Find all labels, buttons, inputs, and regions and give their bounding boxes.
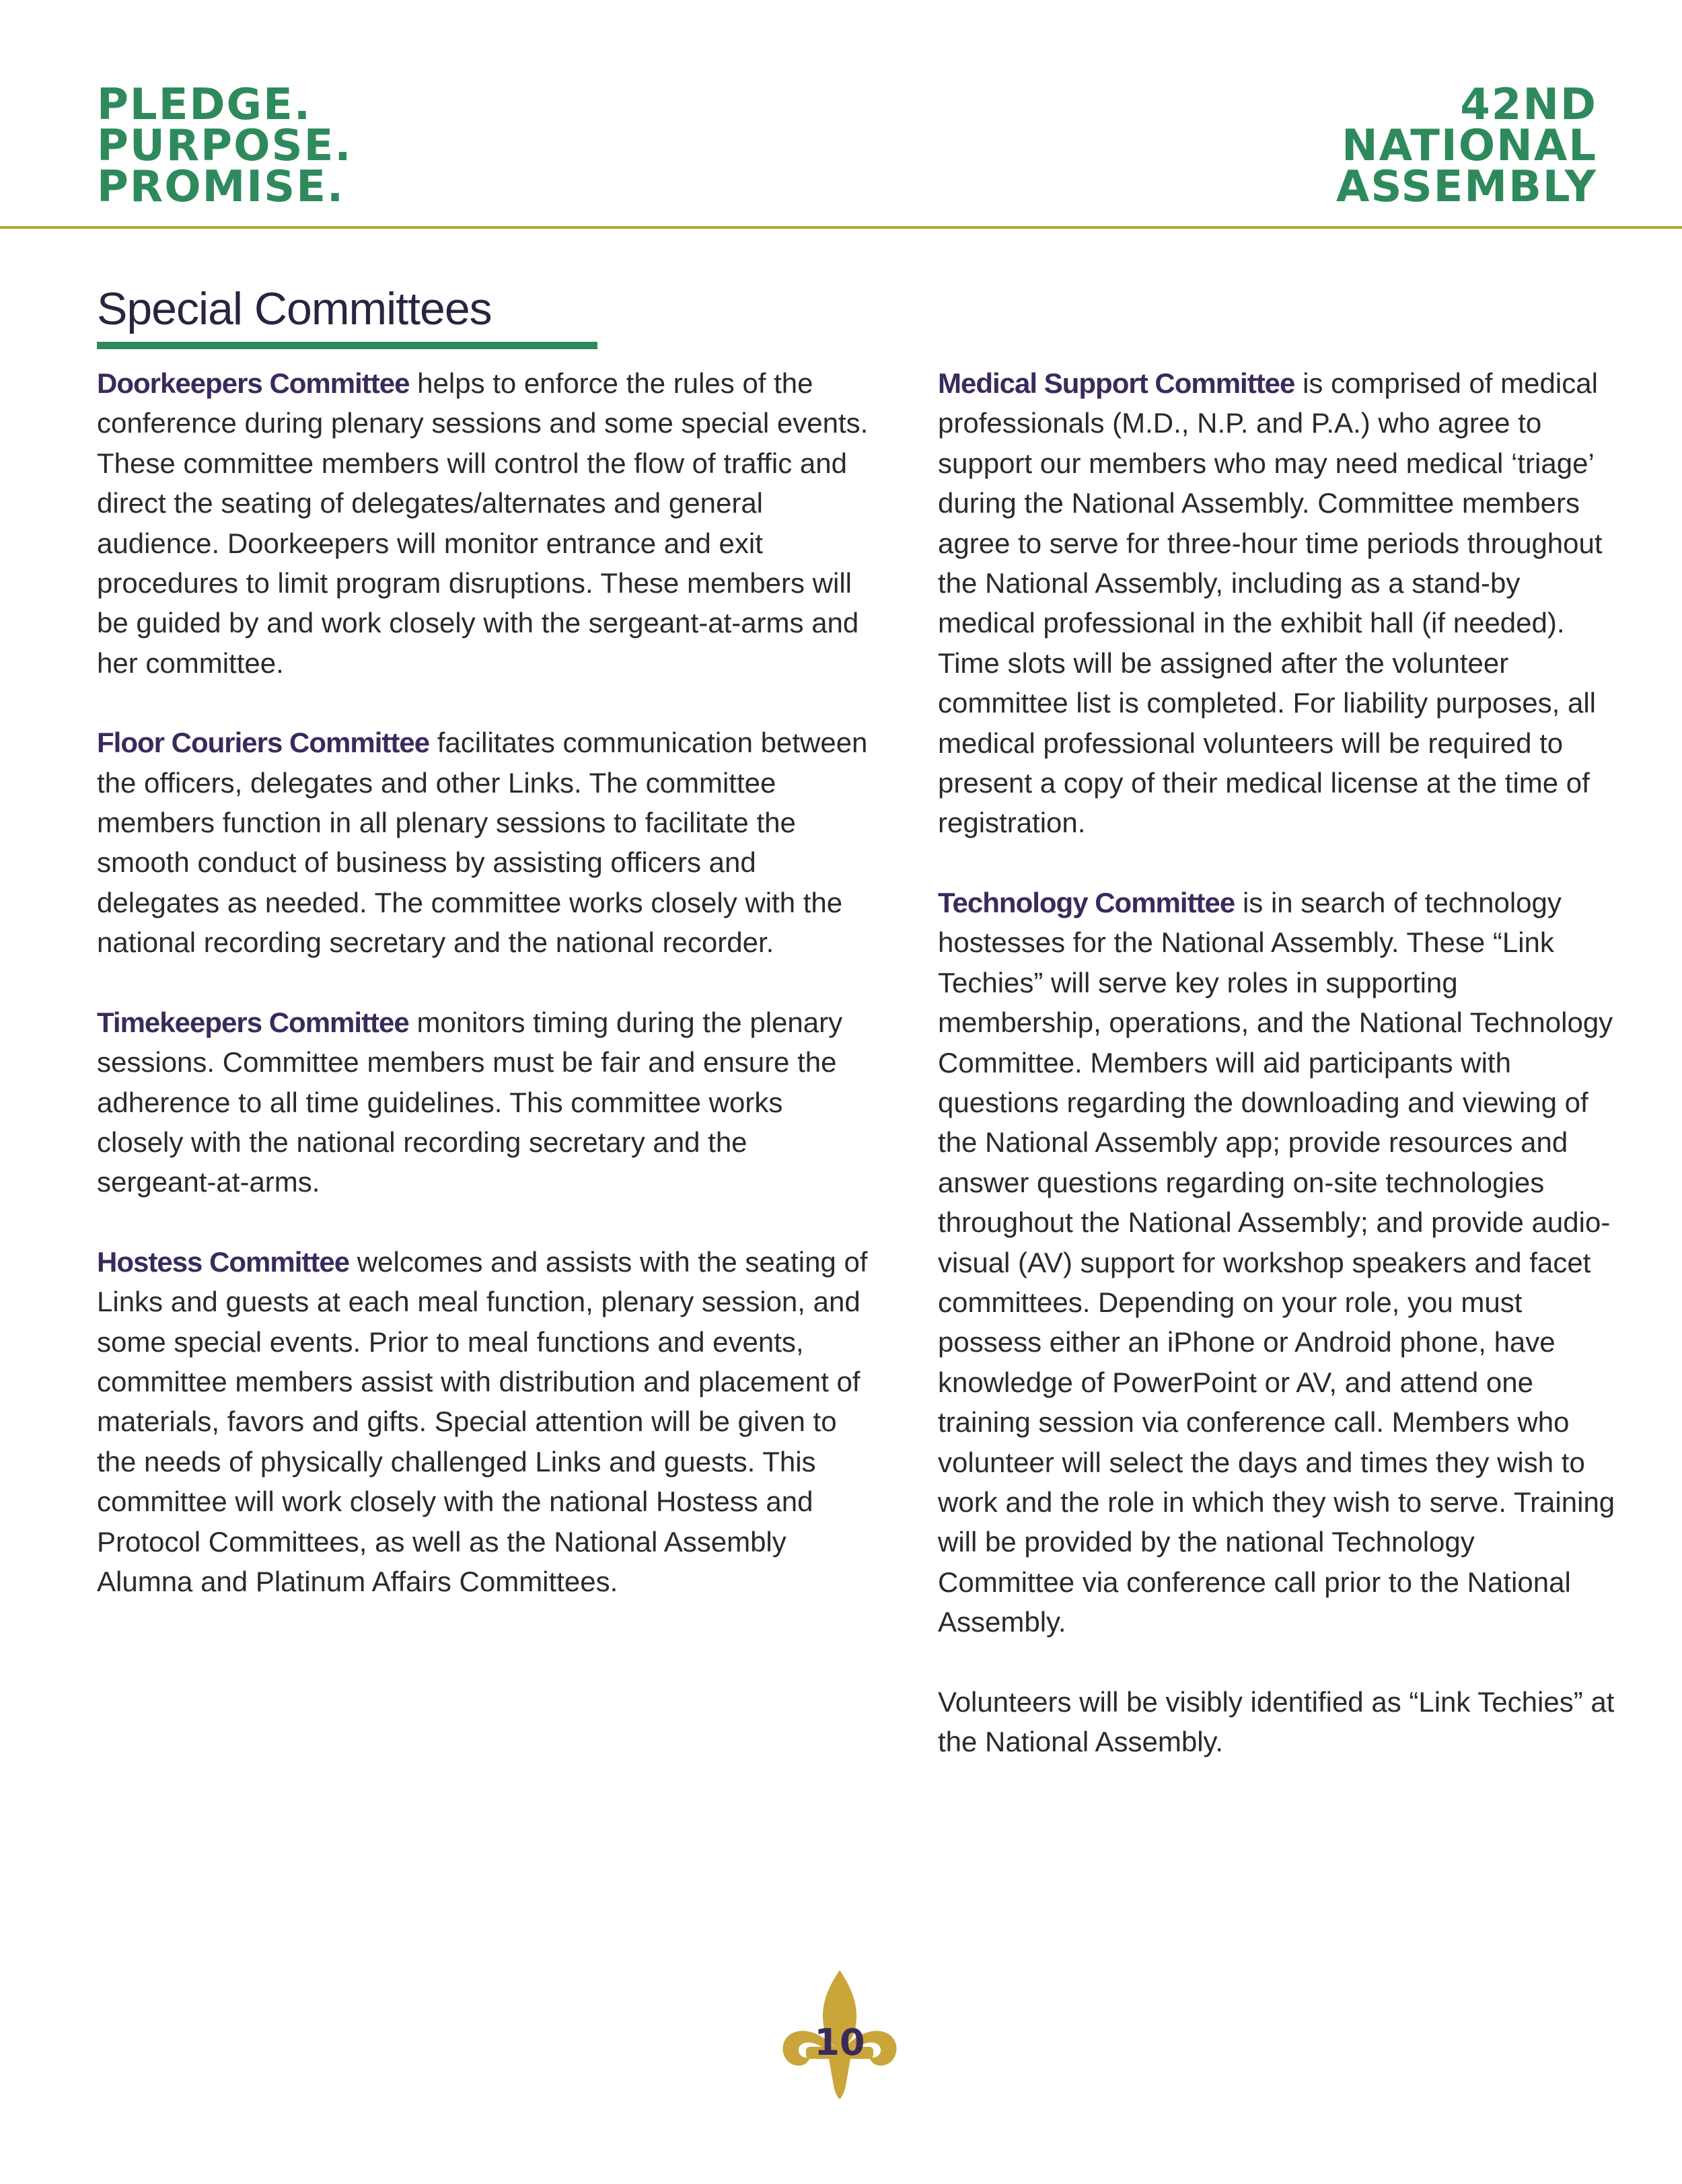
slogan-line-1: PLEDGE.	[97, 80, 312, 130]
committee-timekeepers	[97, 1003, 871, 1202]
committee-technology	[938, 883, 1617, 1642]
committee-name: Doorkeepers Committee	[97, 367, 410, 399]
committee-floor-couriers	[97, 723, 871, 962]
header-event-title	[1336, 80, 1597, 212]
committee-description: helps to enforce the rules of the conference during plenary sessions and some special events. These committee members will control the flow of traffic and direct the seating of delegates/alternates and general audience. Doorkeepers will monitor entrance and exit procedures to limit program disruptions. These members will be guided by and work closely with the sergeant-at-arms and her committee.	[97, 367, 869, 679]
header-slogan	[97, 80, 353, 212]
committee-description: is comprised of medical professionals (M.D., N.P. and P.A.) who agree to support our members who may need medical ‘triage’ during the National Assembly. Committee members agree to serve for three-hour time periods throughout the National Assembly, including as a stand-by medical professional in the exhibit hall (if needed). Time slots will be assigned after the volunteer committee list is completed. For liability purposes, all medical professional volunteers will be required to present a copy of their medical license at the time of registration.	[938, 367, 1603, 839]
page-number: 10	[814, 2021, 865, 2064]
slogan-line-3: PROMISE.	[97, 162, 345, 212]
event-line-3: ASSEMBLY	[1336, 162, 1597, 212]
section-title: Special Committees	[97, 283, 492, 334]
committee-description: monitors timing during the plenary sessions. Committee members must be fair and ensure the adherence to all time guidelines. This committee works closely with the national recording secretary and the sergeant-at-arms.	[97, 1006, 843, 1198]
committee-description: facilitates communication between the officers, delegates and other Links. The committee members function in all plenary sessions to facilitate the smooth conduct of business by assisting officers and delegates as needed. The committee works closely with the national recording secretary and the national recorder.	[97, 727, 868, 959]
committee-name: Floor Couriers Committee	[97, 727, 430, 759]
right-column	[938, 363, 1617, 1801]
left-column	[97, 363, 871, 1641]
committee-name: Medical Support Committee	[938, 367, 1295, 399]
committee-description: welcomes and assists with the seating of Links and guests at each meal function, plenary session, and some special events. Prior to meal functions and events, committee members assist with distribution and placement of materials, favors and gifts. Special attention will be given to the needs of physically challenged Links and guests. This committee will work closely with the national Hostess and Protocol Committees, as well as the National Assembly Alumna and Platinum Affairs Committees.	[97, 1245, 868, 1597]
header-divider	[0, 226, 1682, 229]
committee-name: Technology Committee	[938, 886, 1235, 918]
committee-name: Timekeepers Committee	[97, 1006, 409, 1038]
volunteer-note-text: Volunteers will be visibly identified as “Link Techies” at the National Assembly.	[938, 1685, 1615, 1757]
event-line-2: NATIONAL	[1342, 121, 1597, 171]
committee-doorkeepers	[97, 363, 871, 683]
event-line-1: 42ND	[1460, 80, 1597, 130]
committee-medical-support	[938, 363, 1617, 843]
committee-description: is in search of technology hostesses for the National Assembly. These “Link Techies” will serve key roles in supporting membership, operations, and the National Technology Committee. Members will aid participants with questions regarding the downloading and viewing of the National Assembly app; provide resources and answer questions regarding on-site technologies throughout the National Assembly; and provide audio-visual (AV) support for workshop speakers and facet committees. Depending on your role, you must possess either an iPhone or Android phone, have knowledge of PowerPoint or AV, and attend one training session via conference call. Members who volunteer will select the days and times they wish to work and the role in which they wish to serve. Training will be provided by the national Technology Committee via conference call prior to the National Assembly.	[938, 886, 1615, 1638]
committee-name: Hostess Committee	[97, 1245, 350, 1278]
slogan-line-2: PURPOSE.	[97, 121, 353, 171]
committee-hostess	[97, 1242, 871, 1602]
section-title-underline	[97, 342, 597, 349]
volunteer-note	[938, 1682, 1617, 1762]
